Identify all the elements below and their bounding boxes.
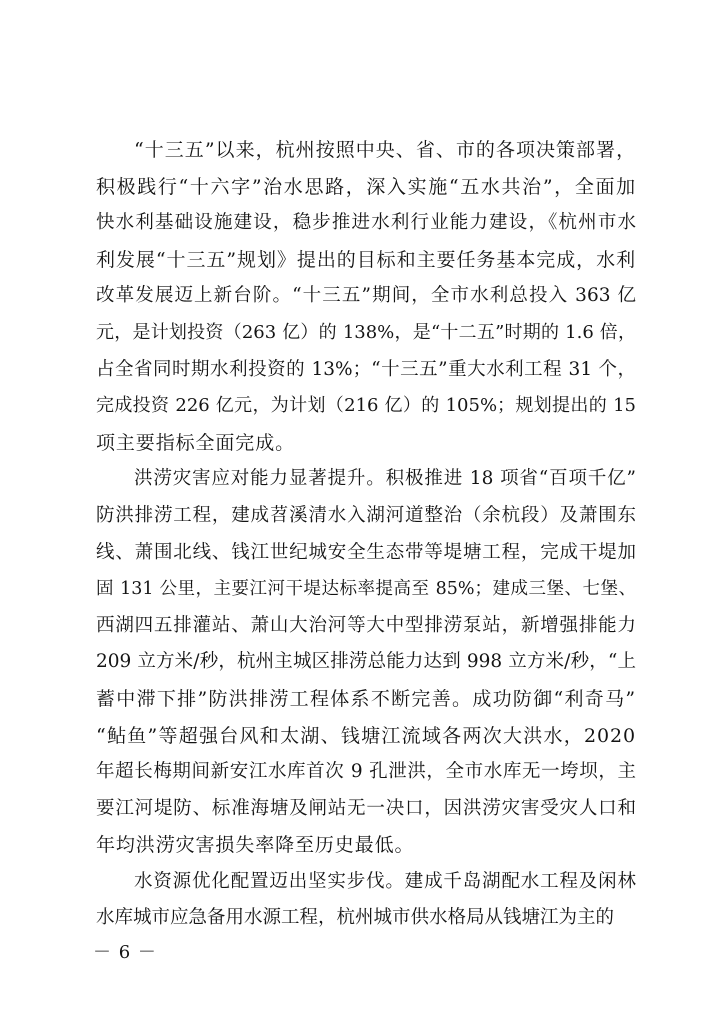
text-line: 西湖四五排灌站、萧山大治河等大中型排涝泵站，新增强排能力 [96, 614, 636, 636]
text-line: 占全省同时期水利投资的 13%；“十三五”重大水利工程 31 个， [96, 358, 636, 380]
text-line: 年均洪涝灾害损失率降至历史最低。 [96, 834, 415, 857]
text-line: 水资源优化配置迈出坚实步伐。建成千岛湖配水工程及闲林 [134, 870, 636, 892]
paragraph-water-resources [96, 864, 636, 937]
text-line: 蓄中滞下排”防洪排涝工程体系不断完善。成功防御“利奇马” [96, 687, 636, 710]
page-number: － 6 － [93, 942, 157, 963]
text-line: 固 131 公里，主要江河干堤达标率提高至 85%；建成三堡、七堡、 [96, 579, 636, 600]
text-line: 线、萧围北线、钱江世纪城安全生态带等堤塘工程，完成干堤加 [96, 541, 636, 563]
text-line: 完成投资 226 亿元，为计划（216 亿）的 105%；规划提出的 15 [96, 395, 636, 417]
paragraph-shisanwu-overview [96, 132, 636, 461]
text-line: 快水利基础设施建设，稳步推进水利行业能力建设，《杭州市水 [96, 212, 636, 234]
body-text [96, 132, 636, 937]
text-line: “十三五”以来，杭州按照中央、省、市的各项决策部署， [134, 139, 636, 161]
text-line: 项主要指标全面完成。 [96, 431, 296, 454]
text-line: 水库城市应急备用水源工程，杭州城市供水格局从钱塘江为主的 [96, 907, 615, 929]
text-line: 利发展“十三五”规划》提出的目标和主要任务基本完成，水利 [96, 248, 636, 271]
text-line: 积极践行“十六字”治水思路，深入实施“五水共治”，全面加 [96, 175, 636, 198]
text-line: 要江河堤防、标准海塘及闸站无一决口，因洪涝灾害受灾人口和 [96, 797, 636, 819]
text-line: 改革发展迈上新台阶。“十三五”期间，全市水利总投入 363 亿 [96, 285, 636, 307]
text-line: 年超长梅期间新安江水库首次 9 孔泄洪，全市水库无一垮坝，主 [96, 761, 636, 783]
text-line: 元，是计划投资（263 亿）的 138%，是“十二五”时期的 1.6 倍， [96, 321, 636, 343]
paragraph-flood-control [96, 461, 636, 864]
text-line: 防洪排涝工程，建成苕溪清水入湖河道整治（余杭段）及萧围东 [96, 504, 636, 526]
text-line: “鲇鱼”等超强台风和太湖、钱塘江流域各两次大洪水，2020 [96, 724, 636, 747]
text-line: 209 立方米/秒，杭州主城区排涝总能力达到 998 立方米/秒，“上 [96, 651, 636, 673]
text-line: 洪涝灾害应对能力显著提升。积极推进 18 项省“百项千亿” [134, 468, 636, 490]
